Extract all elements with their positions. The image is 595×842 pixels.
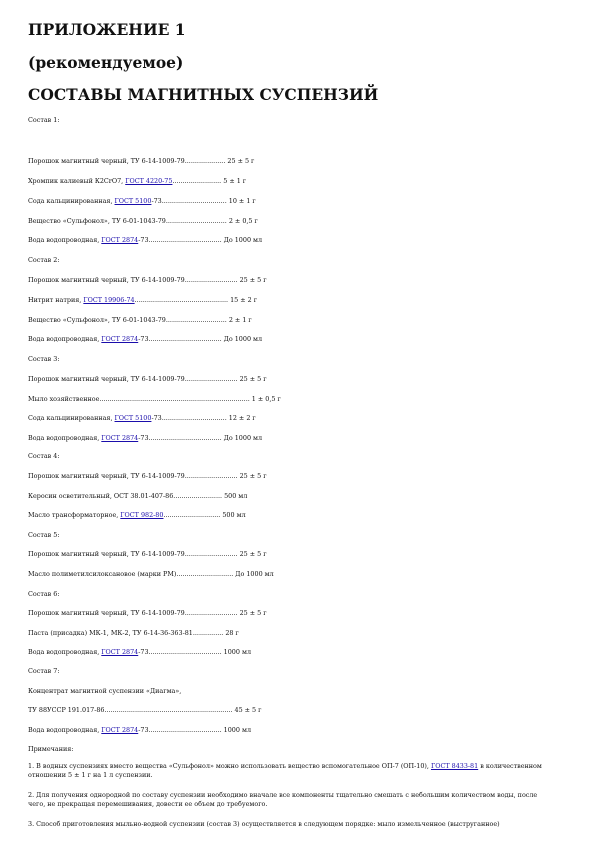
standard-link[interactable]: ГОСТ 5100 [114,197,152,205]
ingredient-line [28,550,267,558]
ingredient-line [28,434,262,442]
line-text: Сода кальцинированная, [28,414,115,422]
ingredient-line [28,609,267,617]
line-text-suffix: .............................................. 15 ± 2 г [134,296,258,304]
line-text: Состав 3: [28,355,60,363]
note-text: 1. В водных суспензиях вместо вещества «Сульфонол» можно использовать вещество вспомогательное ОП-7 (ОП-10), [28,762,431,770]
ingredient-line [28,296,257,304]
line-text: Состав 7: [28,667,60,675]
ingredient-line [28,316,252,324]
line-text: Мыло хозяйственное.......................................................................... 1 ± 0,5 г [28,395,281,403]
line-text: Порошок магнитный черный, ТУ 6-14-1009-79.................... 25 ± 5 г [28,157,255,165]
line-text: Вещество «Сульфонол», ТУ 6-01-1043-79.............................. 2 ± 1 г [28,316,252,324]
line-text: Состав 4: [28,452,60,460]
line-text: Порошок магнитный черный, ТУ 6-14-1009-79.......................... 25 ± 5 г [28,472,267,480]
section-label [28,256,60,264]
line-text-suffix: -73.................................... До 1000 мл [138,335,263,343]
standard-link[interactable]: ГОСТ 2874 [101,236,139,244]
ingredient-line [28,177,246,185]
section-label [28,116,60,124]
ingredient-line [28,375,267,383]
line-text-suffix: -73.................................... 1000 мл [138,726,251,734]
note-text-suffix: в количественном отношении 5 ± 1 г на 1 л суспензии. [28,762,542,779]
line-text-suffix: ............................ 500 мл [163,511,246,519]
line-text: ТУ 88УССР 191.017-86............................................................... 45 ± 5 г [28,706,262,714]
line-text: Примечания: [28,745,74,753]
standard-link[interactable]: ГОСТ 2874 [101,726,139,734]
ingredient-line [28,511,246,519]
line-text-suffix: -73.................................... До 1000 мл [138,434,263,442]
section-label [28,355,60,363]
ingredient-line [28,492,247,500]
standard-link[interactable]: ГОСТ 4220-75 [125,177,173,185]
line-text: Керосин осветительный, ОСТ 38.01-407-86........................ 500 мл [28,492,248,500]
line-text: Вода водопроводная, [28,648,102,656]
note-text: 2. Для получения однородной по составу суспензии необходимо вначале все компоненты тщательно смешать с небольшим количеством воды, после чего, не прекращая перемешивания, довести ее объем до требуемого. [28,791,538,808]
appendix-subtitle: (рекомендуемое) [28,53,184,72]
standard-link[interactable]: ГОСТ 2874 [101,335,139,343]
line-text: Нитрит натрия, [28,296,84,304]
note-paragraph [28,791,548,809]
ingredient-line [28,197,256,205]
ingredient-line [28,648,251,656]
line-text: Порошок магнитный черный, ТУ 6-14-1009-79.......................... 25 ± 5 г [28,550,267,558]
line-text: Масло полиметилсилоксановое (марки РМ)............................ До 1000 мл [28,570,274,578]
standard-link[interactable]: ГОСТ 2874 [101,648,139,656]
ingredient-line [28,726,251,734]
ingredient-line [28,414,256,422]
line-text: Состав 2: [28,256,60,264]
standard-link[interactable]: ГОСТ 982-80 [120,511,164,519]
ingredient-line [28,706,262,714]
line-text: Состав 6: [28,590,60,598]
section-label [28,667,60,675]
standard-link[interactable]: ГОСТ 19906-74 [83,296,135,304]
note-paragraph [28,762,548,780]
line-text: Состав 5: [28,531,60,539]
line-text: Вода водопроводная, [28,434,102,442]
ingredient-line [28,629,239,637]
line-text: Вода водопроводная, [28,726,102,734]
line-text: Сода кальцинированная, [28,197,115,205]
line-text: Порошок магнитный черный, ТУ 6-14-1009-79.......................... 25 ± 5 г [28,375,267,383]
section-label [28,745,73,753]
ingredient-line [28,236,262,244]
standard-link[interactable]: ГОСТ 8433-81 [430,762,479,770]
line-text: Хромпик калиевый К2СrО7, [28,177,126,185]
line-text: Масло трансформаторное, [28,511,121,519]
note-text: 3. Способ приготовления мыльно-водной суспензии (состав 3) осуществляется в следующем порядке: мыло измельченное (выструганное) [28,820,500,828]
line-text-suffix: -73................................ 12 ± 2 г [151,414,256,422]
line-text-suffix: -73.................................... 1000 мл [138,648,251,656]
standard-link[interactable]: ГОСТ 5100 [114,414,152,422]
standard-link[interactable]: ГОСТ 2874 [101,434,139,442]
section-label [28,452,60,460]
ingredient-line [28,395,281,403]
line-text: Вода водопроводная, [28,236,102,244]
line-text: Состав 1: [28,116,60,124]
ingredient-line [28,217,258,225]
ingredient-line [28,570,274,578]
line-text-suffix: -73.................................... До 1000 мл [138,236,263,244]
line-text: Порошок магнитный черный, ТУ 6-14-1009-79.......................... 25 ± 5 г [28,276,267,284]
ingredient-line [28,335,262,343]
line-text: Вещество «Сульфонол», ТУ 6-01-1043-79.............................. 2 ± 0,5 г [28,217,258,225]
note-paragraph [28,820,548,829]
line-text-suffix: -73................................ 10 ± 1 г [151,197,256,205]
ingredient-line [28,472,267,480]
line-text-suffix: ........................ 5 ± 1 г [172,177,247,185]
section-label [28,590,60,598]
line-text: Концентрат магнитной суспензии «Диагма», [28,687,182,695]
section-label [28,531,60,539]
line-text: Вода водопроводная, [28,335,102,343]
ingredient-line [28,687,181,695]
line-text: Паста (присадка) МК-1, МК-2, ТУ 6-14-36-363-81............... 28 г [28,629,239,637]
ingredient-line [28,276,267,284]
ingredient-line [28,157,254,165]
line-text: Порошок магнитный черный, ТУ 6-14-1009-79.......................... 25 ± 5 г [28,609,267,617]
section-heading: СОСТАВЫ МАГНИТНЫХ СУСПЕНЗИЙ [28,85,379,104]
appendix-title: ПРИЛОЖЕНИЕ 1 [28,20,186,39]
